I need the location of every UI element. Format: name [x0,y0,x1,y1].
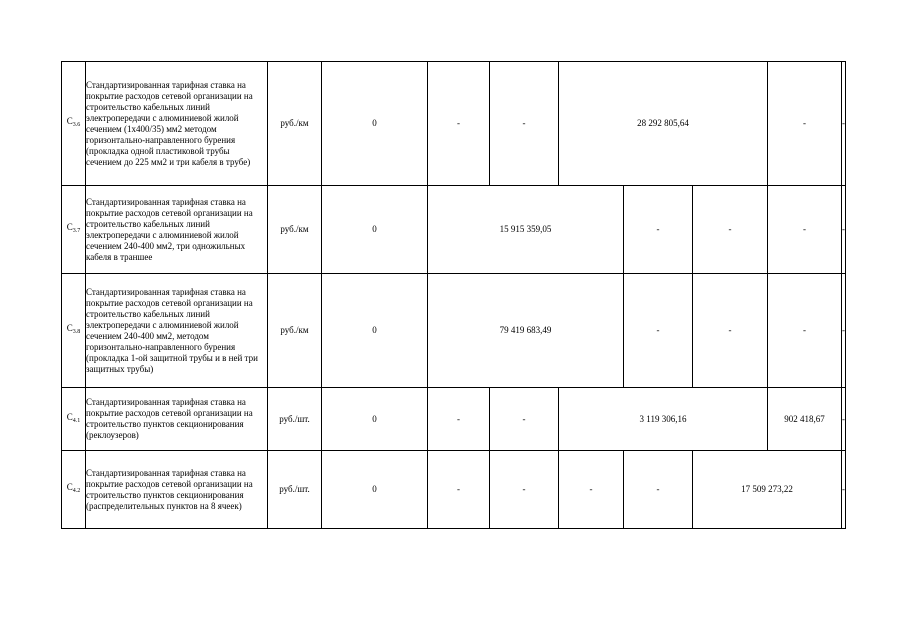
rate-code: $C_{4.1}$ [62,388,86,451]
rate-description: Стандартизированная тарифная ставка на покрытие расходов сетевой организации на строительство кабельных линий электропередачи с алюминиевой жилой сечением (1x400/35) мм2 методом горизонтально-направленного бурения (прокладка одной пластиковой трубы сечением до 225 мм2 и три кабеля в трубе) [86,62,268,186]
value-cell: 0 [322,274,428,388]
value-cell: - [842,62,846,186]
unit-cell: руб./км [268,62,322,186]
value-cell: - [490,388,559,451]
value-cell: - [693,186,768,274]
value-cell: - [559,451,624,529]
value-cell: 902 418,67 [768,388,842,451]
value-cell: 0 [322,451,428,529]
rate-code: $C_{4.2}$ [62,451,86,529]
value-cell: 0 [322,62,428,186]
table-row [62,451,846,529]
table-row [62,186,846,274]
table-row [62,62,846,186]
value-cell: - [842,274,846,388]
value-cell: 28 292 805,64 [559,62,768,186]
value-cell: - [768,274,842,388]
value-cell: - [842,388,846,451]
value-cell: 17 509 273,22 [693,451,842,529]
unit-cell: руб./шт. [268,388,322,451]
table-row [62,388,846,451]
value-cell: - [768,62,842,186]
rate-description: Стандартизированная тарифная ставка на покрытие расходов сетевой организации на строительство пунктов секционирования (распределительных пунктов на 8 ячеек) [86,451,268,529]
value-cell: 3 119 306,16 [559,388,768,451]
unit-cell: руб./км [268,274,322,388]
value-cell: 0 [322,388,428,451]
table-row [62,274,846,388]
rate-description: Стандартизированная тарифная ставка на покрытие расходов сетевой организации на строительство пунктов секционирования (реклоузеров) [86,388,268,451]
value-cell: - [624,274,693,388]
unit-cell: руб./км [268,186,322,274]
value-cell: 79 419 683,49 [428,274,624,388]
rate-code: $C_{3.7}$ [62,186,86,274]
value-cell: - [428,451,490,529]
value-cell: - [768,186,842,274]
value-cell: - [624,451,693,529]
value-cell: - [842,451,846,529]
rate-description: Стандартизированная тарифная ставка на покрытие расходов сетевой организации на строительство кабельных линий электропередачи с алюминиевой жилой сечением 240-400 мм2, три одножильных кабеля в траншее [86,186,268,274]
value-cell: - [428,388,490,451]
rate-description: Стандартизированная тарифная ставка на покрытие расходов сетевой организации на строительство кабельных линий электропередачи с алюминиевой жилой сечением 240-400 мм2, методом горизонтально-направленного бурения (прокладка 1-ой защитной трубы и в ней три защитных трубы) [86,274,268,388]
value-cell: - [624,186,693,274]
tariff-rates-table [61,61,846,529]
value-cell: - [693,274,768,388]
rate-code: $C_{3.8}$ [62,274,86,388]
value-cell: - [490,451,559,529]
value-cell: - [490,62,559,186]
value-cell: - [428,62,490,186]
rate-code: $C_{3.6}$ [62,62,86,186]
value-cell: 15 915 359,05 [428,186,624,274]
value-cell: 0 [322,186,428,274]
value-cell: - [842,186,846,274]
unit-cell: руб./шт. [268,451,322,529]
